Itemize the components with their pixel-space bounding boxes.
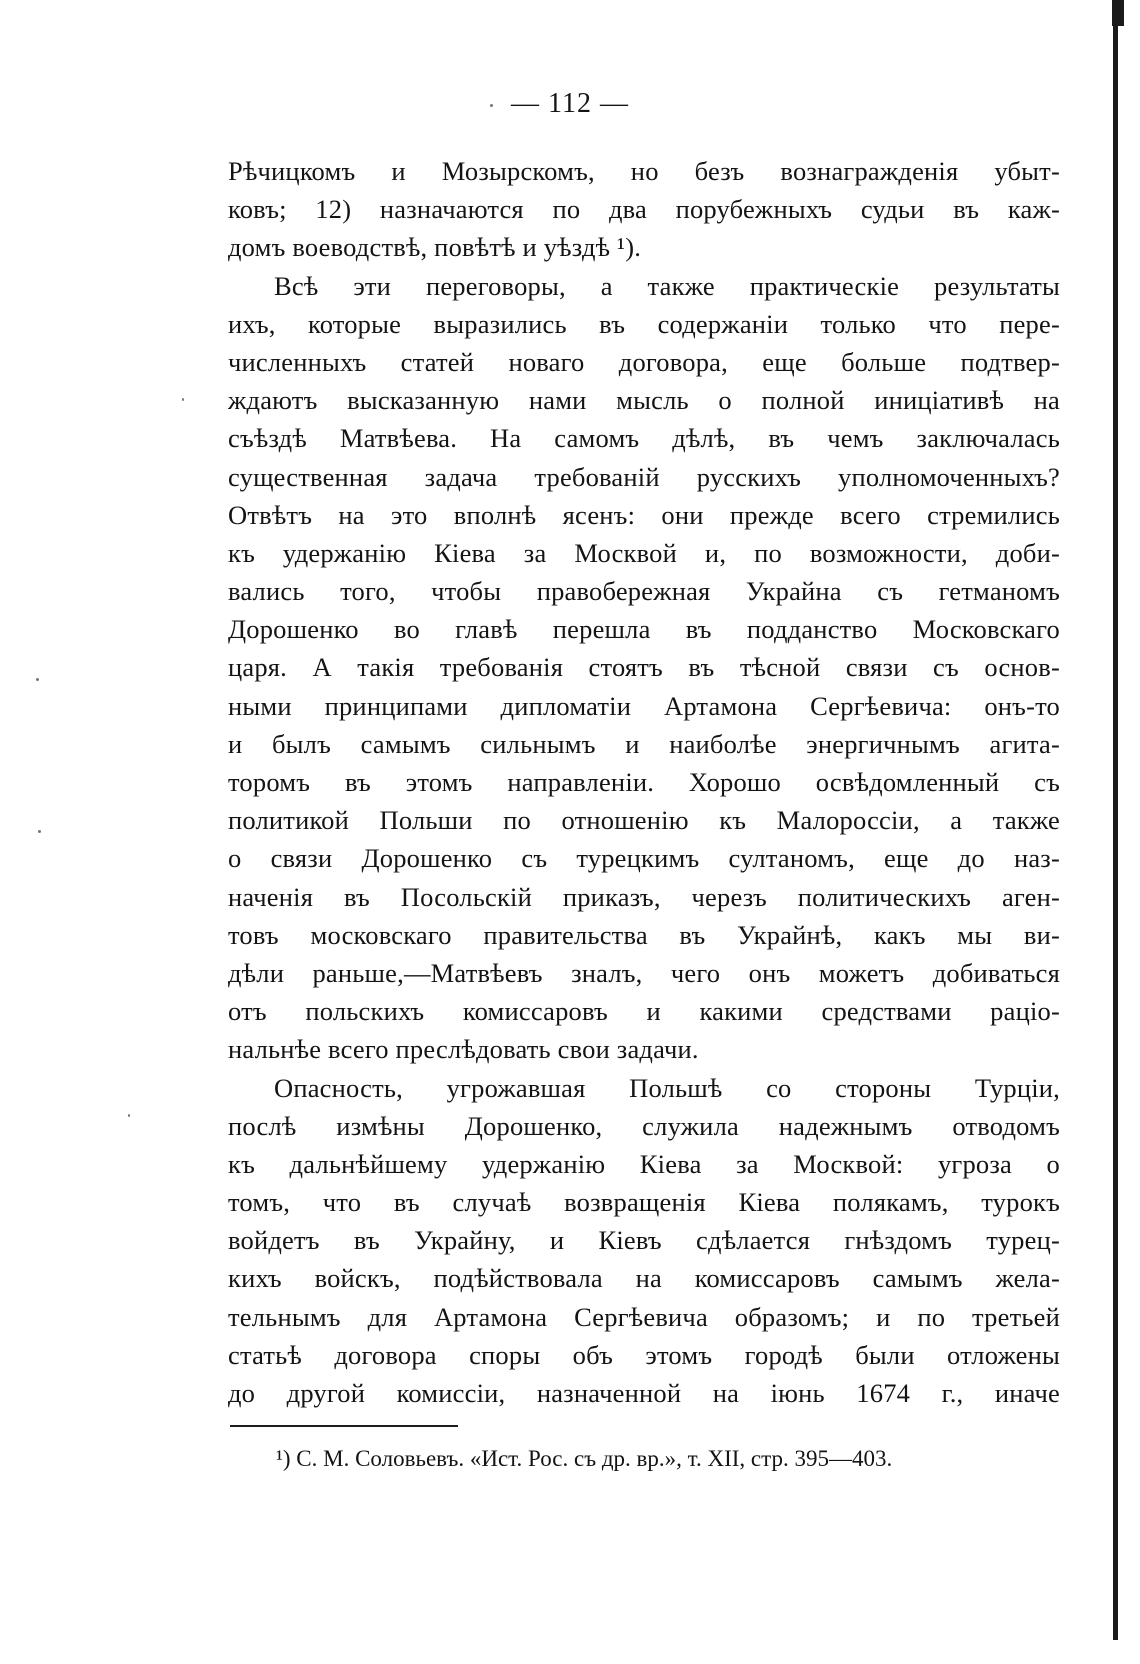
text-line: послѣ измѣны Дорошенко, служила надежнымъ отводомъ <box>228 1110 1060 1141</box>
text-line: домъ воеводствѣ, повѣтѣ и уѣздѣ ¹). <box>228 232 642 263</box>
text-line: тельнымъ для Артамона Сергѣевича образомъ; и по третьей <box>228 1301 1060 1332</box>
text-line: къ дальнѣйшему удержанію Кіева за Москвой: угроза о <box>228 1148 1060 1179</box>
text-line: до другой комиссіи, назначенной на іюнь 1674 г., иначе <box>228 1378 1060 1408</box>
text-line: ными принципами дипломатіи Артамона Сергѣевича: онъ-то <box>228 690 1060 721</box>
text-line: ждаютъ высказанную нами мысль о полной иниціативѣ на <box>228 385 1060 416</box>
scan-speck <box>36 678 39 681</box>
text-line: товъ московскаго правительства въ Украйнѣ, какъ мы ви- <box>228 919 1060 950</box>
text-line: наченія въ Посольскій приказъ, черезъ политическихъ аген- <box>228 881 1060 912</box>
text-line: о связи Дорошенко съ турецкимъ султаномъ, еще до наз- <box>228 843 1060 874</box>
text-line: существенная задача требованій русскихъ уполномоченныхъ? <box>228 461 1060 492</box>
scan-speck <box>490 104 493 107</box>
scan-speck <box>182 398 184 401</box>
text-line: ихъ, которые выразились въ содержаніи только что пере- <box>228 308 1060 339</box>
text-line: численныхъ статей новаго договора, еще больше подтвер- <box>228 346 1060 377</box>
text-line: нальнѣе всего преслѣдовать свои задачи. <box>228 1034 699 1065</box>
text-line: политикой Польши по отношенію къ Малороссіи, а также <box>228 805 1060 836</box>
text-line: торомъ въ этомъ направленіи. Хорошо освѣдомленный съ <box>228 767 1060 797</box>
page-number: — 112 — <box>511 88 629 119</box>
text-line: дѣли раньше,—Матвѣевъ зналъ, чего онъ можетъ добиваться <box>228 957 1060 988</box>
text-line: войдетъ въ Украйну, и Кіевъ сдѣлается гнѣздомъ турец- <box>228 1225 1060 1256</box>
scan-edge-line <box>1113 0 1118 1640</box>
text-line: статьѣ договора споры объ этомъ городѣ были отложены <box>228 1339 1060 1370</box>
text-line: царя. А такія требованія стоятъ въ тѣсной связи съ основ- <box>228 652 1060 683</box>
text-line: вались того, чтобы правобережная Украйна съ гетманомъ <box>228 576 1060 607</box>
text-line: Отвѣтъ на это вполнѣ ясенъ: они прежде всего стремились <box>228 499 1060 530</box>
footnote: ¹) С. М. Соловьевъ. «Ист. Рос. съ др. вр.», т. XII, стр. 395—403. <box>276 1446 893 1471</box>
text-line: ковъ; 12) назначаются по два порубежныхъ судьи въ каж- <box>228 194 1060 225</box>
text-line: къ удержанію Кіева за Москвой и, по возможности, доби- <box>228 537 1060 568</box>
paragraph-start-line: Опасность, угрожавшая Польшѣ со стороны Турціи, <box>274 1072 1060 1103</box>
scan-speck <box>128 1114 130 1117</box>
text-line: и былъ самымъ сильнымъ и наиболѣе энергичнымъ агита- <box>228 728 1060 759</box>
body-text <box>228 152 1060 1412</box>
paragraph-start-line: Всѣ эти переговоры, а также практическіе результаты <box>274 270 1060 301</box>
text-line: отъ польскихъ комиссаровъ и какими средствами раціо- <box>228 996 1060 1027</box>
footnote-divider <box>230 1425 458 1427</box>
text-line: Дорошенко во главѣ перешла въ подданство Московскаго <box>228 614 1060 645</box>
text-line: съѣздѣ Матвѣева. На самомъ дѣлѣ, въ чемъ заключалась <box>228 423 1060 454</box>
scan-speck <box>38 830 41 833</box>
text-line: кихъ войскъ, подѣйствовала на комиссаровъ самымъ жела- <box>228 1263 1060 1294</box>
text-line: томъ, что въ случаѣ возвращенія Кіева полякамъ, турокъ <box>228 1187 1060 1218</box>
text-line: Рѣчицкомъ и Мозырскомъ, но безъ вознагражденія убыт- <box>228 156 1060 186</box>
